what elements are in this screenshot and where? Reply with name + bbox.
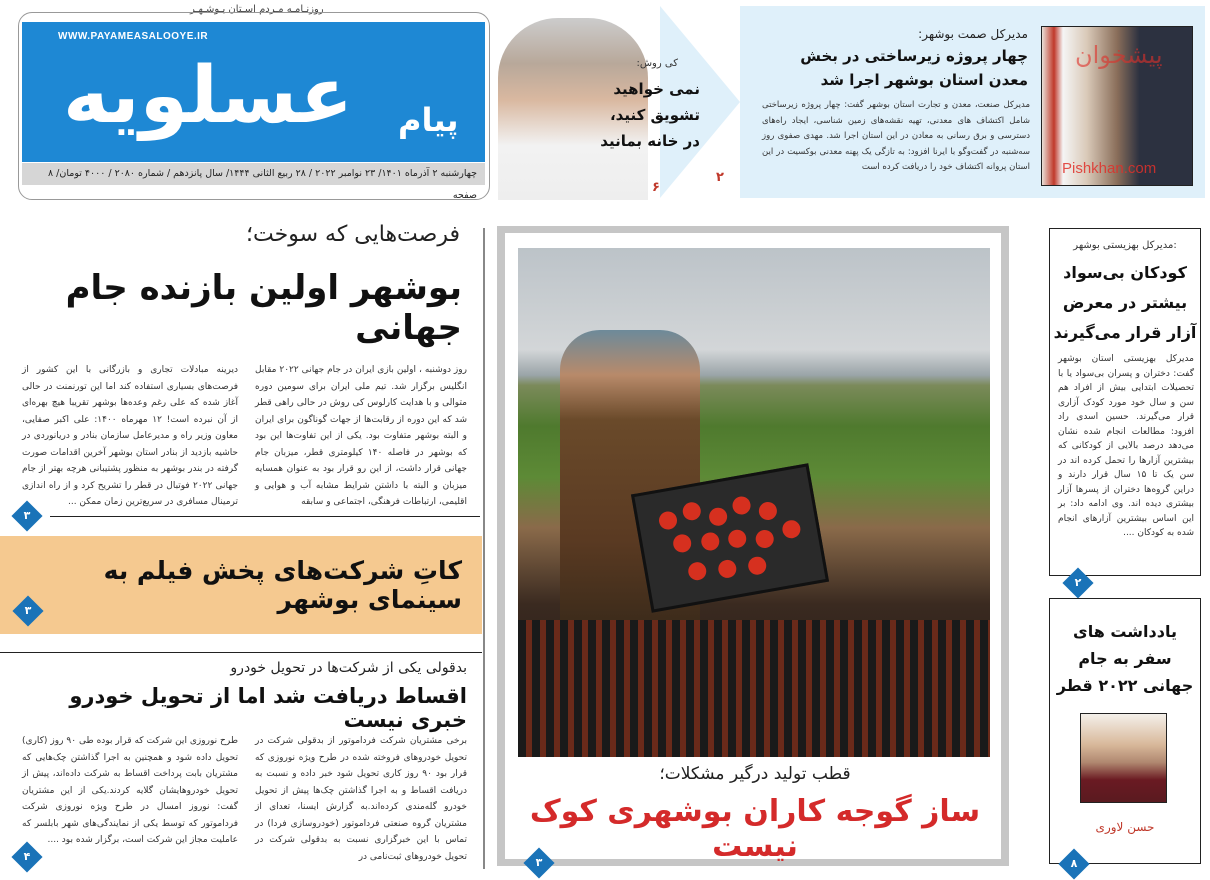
masthead-tagline: روزنـامـه مـردم اسـتان بـوشـهـر [190,4,324,15]
article1-page: ۳ [23,509,31,522]
right1-kicker: مدیرکل بهزیستی بوشهر: [1073,240,1177,251]
teaser-left-title[interactable]: نمی خواهید تشویق کنید، در خانه بمانید [600,80,700,150]
right2-title[interactable]: یادداشت های سفر به جام جهانی ۲۰۲۲ قطر [1056,622,1194,695]
author-name: حسن لاوری [1095,820,1155,834]
right1-title[interactable]: کودکان بی‌سواد بیشتر در معرض آزار قرار می‌گیرند [1053,263,1197,342]
teaser-left-page: ۶ [652,180,660,195]
article2-title[interactable]: کاتِ شرکت‌های پخش فیلم به سینمای بوشهر [103,556,462,614]
masthead-logo: عسلویه [63,51,353,141]
right2-page: ۸ [1070,857,1078,870]
article1-col-left: دیرینه مبادلات تجاری و بازرگانی با این کشور از فرصت‌های بسیاری استفاده کند اما این تورنمنت در حالی آغاز شده که علی رغم وعده‌ها بوشهر تقریبا هیچ بهره‌ای از آن نبرده است! ۱۲ مهرماه ۱۴۰۰: علی اکبر صفایی، معاون وزیر راه و مدیرعامل سازمان بنادر و دریانوردی در حاشیه بازدید از بنادر استان بوشهر آخرین اقدامات صورت گرفته در بندر بوشهر به منظور پشتیبانی هرچه بهتر از جام جهانی ۲۰۲۲ فوتبال در قطر را تشریح کرد و از راه اندازی ترمینال مسافری در سریع‌ترین زمان ممکن ... [22,365,239,507]
teaser-right-page: ۲ [716,170,724,185]
masthead-url[interactable]: WWW.PAYAMEASALOOYE.IR [58,31,209,42]
right1-page: ۲ [1074,576,1082,589]
author-photo [1080,713,1167,803]
right1-body: مدیرکل بهزیستی استان بوشهر گفت: دختران و پسران بی‌سواد یا با تحصیلات ابتدایی بیش از افراد هم سن و سال خود مورد کودک آزاری قرار می‌گیرند. حسین اسدی راد افزود: مطالعات انجام شده نشان می‌دهد درصد بالایی از کودکانی که بیشترین آزارها را تحمل کرده اند در سن یک تا ۱۵ سال قرار دارند و دراین گروه‌ها دختران از پسرها آزار بیشتری دیده اند. وی ادامه داد: بر این اساس بیشترین آزارهای انجام شده به کودکان .... [1058,354,1194,538]
teaser-right-body: مدیرکل صنعت، معدن و تجارت استان بوشهر گفت: چهار پروژه زیرساختی شامل اکتشاف های معدنی، تهیه نقشه‌های زمین شناسی، ایجاد راه‌های دسترسی و برق رسانی به معادن در این استان اجرا شد. مهدی صفوی روز سه‌شنبه در گفت‌وگو با ایرنا افزود: به تازگی یک پهنه معدنی بوکسیت در این استان پروانه اکتشاف خود را دریافت کرده است [762,100,1030,172]
article1-title[interactable]: بوشهر اولین بازنده جام جهانی [65,268,462,348]
article1-col-right: روز دوشنبه ، اولین بازی ایران در جام جهانی ۲۰۲۲ مقابل انگلیس برگزار شد. تیم ملی ایران برای سومین دوره متوالی و با هدایت کارلوس کی روش در حالی راهی قطر شد که این دوره از رقابت‌ها از جهات گوناگون برای ایران و البته بوشهر متفاوت بود. یکی از این تفاوت‌ها این بود که بوشهر در فاصله ۱۴۰ کیلومتری قطر، میزبان جام جهانی قرار داشت، از این رو قرار بود به عنوان همسایه میزبان و البته با داشتن شرایط مشابه آب و هوایی و اقلیمی، ارتباطات فرهنگی، اجتماعی و سابقه [255,365,467,507]
article2-page: ۳ [24,604,32,617]
article3-page: ۴ [23,850,31,863]
article3-col-left: طرح نوروزی این شرکت که قرار بوده طی ۹۰ روز (کاری) تحویل داده شود و همچنین به اجرا گذاشتن چک‌هایی که مشتریان بابت پرداخت اقساط به شرکت داده‌اند، پیش از تحویل خودروهایشان گلایه کردند.یکی از این مشتریان گفت: نوروز امسال در طرح ویژه نوروزی شرکت فرداموتور که توسط یکی از نمایندگی‌های شهر بابلسر که عاملیت مجاز این شرکت است، برگزار شده بود .... [22,736,238,845]
center-kicker: قطب تولید درگیر مشکلات؛ [659,764,851,784]
center-page: ۳ [535,856,543,869]
article1-kicker: فرصت‌هایی که سوخت؛ [246,222,460,247]
article3-title[interactable]: اقساط دریافت شد اما از تحویل خودرو خبری نیست [69,684,467,732]
article3-col-right: برخی مشتریان شرکت فرداموتور از بدقولی شرکت در تحویل خودروهای فروخته شده در طرح ویژه نوروزی که قرار بود ۹۰ روز کاری تحویل شود خبر داده و نسبت به دریافت اقساط و به اجرا گذاشتن چک‌ها پیش از تحویل خودرو گله‌مندی کرده‌اند.به گزارش ایسنا، تعدای از مشتریان گروه صنعتی فرداموتور (خودروسازی فردا) در تماس با این خبرگزاری نسبت به بدقولی شرکت در تحویل خودروهای ثبت‌نامی در [255,736,467,862]
column-divider [483,228,485,869]
crates-foreground [518,620,990,757]
masthead-date-line: چهارشنبه ۲ آذرماه ۱۴۰۱/ ۲۳ نوامبر ۲۰۲۲ / ۲۸ ربیع الثانی ۱۴۴۴/ سال پانزدهم / شماره ۲۰۸۰ / ۴۰۰۰ تومان/ ۸ صفحه [22,163,485,185]
teaser-right-kicker: مدیرکل صمت بوشهر: [918,27,1028,41]
watermark-fa: پیشخوان [1075,41,1163,69]
watermark: Pishkhan.com [1062,160,1157,177]
divider [0,652,482,653]
masthead-logo-small: پیام [398,101,459,139]
divider [50,516,480,517]
teaser-left-kicker: کی روش: [636,58,678,69]
article3-kicker: بدقولی یکی از شرکت‌ها در تحویل خودرو [230,660,467,676]
center-title[interactable]: ساز گوجه کاران بوشهری کوک نیست [529,794,981,864]
teaser-right-title[interactable]: چهار پروژه زیرساختی در بخش معدن استان بوشهر اجرا شد [800,47,1028,89]
